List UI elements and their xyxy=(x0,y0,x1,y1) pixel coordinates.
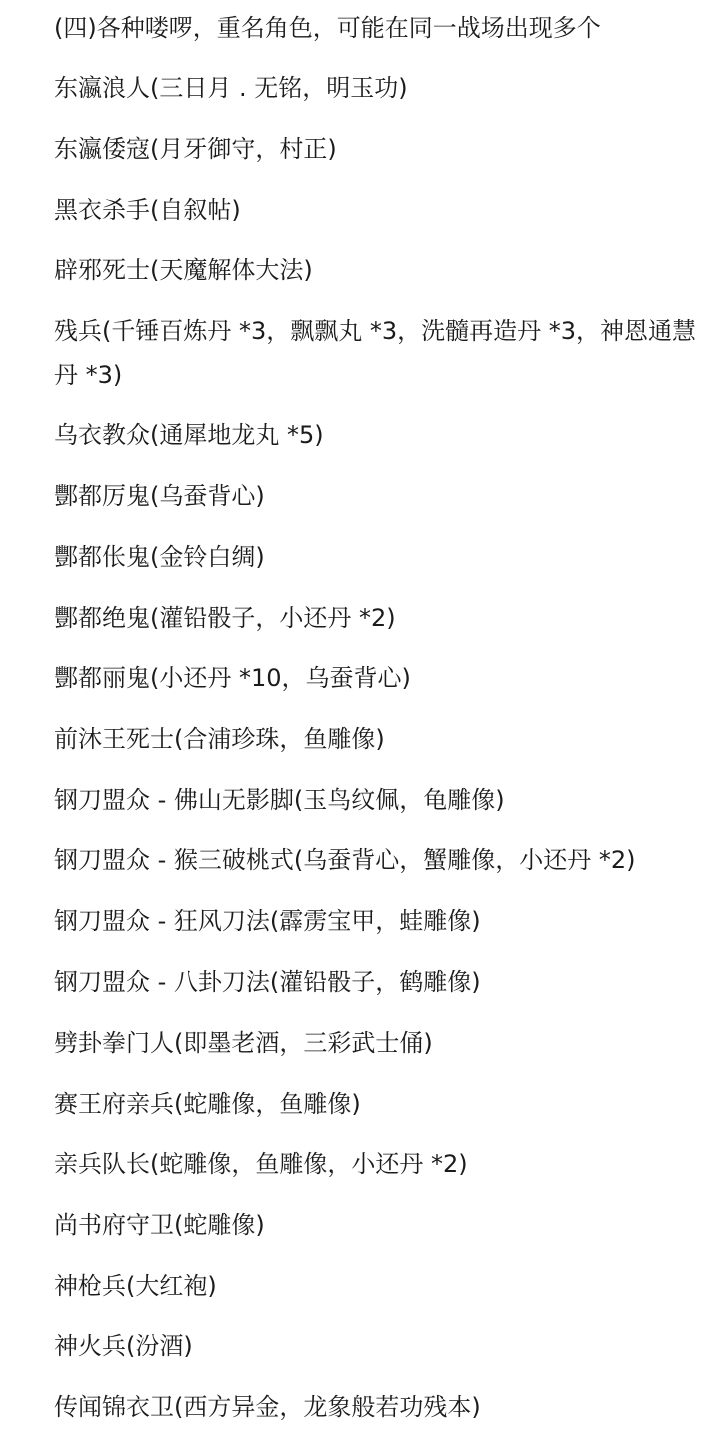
list-item: 酆都丽鬼(小还丹 *10，乌蚕背心) xyxy=(54,664,411,692)
list-item: 亲兵队长(蛇雕像，鱼雕像，小还丹 *2) xyxy=(54,1150,468,1178)
list-item: 钢刀盟众 - 猴三破桃式(乌蚕背心，蟹雕像，小还丹 *2) xyxy=(54,846,636,874)
list-item: 东瀛浪人(三日月 . 无铭，明玉功) xyxy=(54,74,408,102)
list-item: 劈卦拳门人(即墨老酒，三彩武士俑) xyxy=(54,1029,433,1057)
list-item: 酆都伥鬼(金铃白绸) xyxy=(54,543,265,571)
list-item: 残兵(千锤百炼丹 *3，飘飘丸 *3，洗髓再造丹 *3，神恩通慧丹 *3) xyxy=(54,317,697,389)
list-item: 钢刀盟众 - 狂风刀法(霹雳宝甲，蛙雕像) xyxy=(54,907,481,935)
list-item: 东瀛倭寇(月牙御守，村正) xyxy=(54,135,337,163)
list-item: 黑衣杀手(自叙帖) xyxy=(54,196,241,224)
list-item: 钢刀盟众 - 八卦刀法(灌铅骰子，鹤雕像) xyxy=(54,968,481,996)
list-item: 赛王府亲兵(蛇雕像，鱼雕像) xyxy=(54,1090,361,1118)
list-item: 神火兵(汾酒) xyxy=(54,1332,193,1360)
list-item: 辟邪死士(天魔解体大法) xyxy=(54,256,313,284)
section-heading: (四)各种喽啰，重名角色，可能在同一战场出现多个 xyxy=(54,14,601,42)
list-item: 神枪兵(大红袍) xyxy=(54,1272,217,1300)
list-item: 传闻锦衣卫(西方异金，龙象般若功残本) xyxy=(54,1393,481,1421)
list-item: 酆都厉鬼(乌蚕背心) xyxy=(54,482,265,510)
list-item: 尚书府守卫(蛇雕像) xyxy=(54,1211,265,1239)
list-item: 钢刀盟众 - 佛山无影脚(玉鸟纹佩，龟雕像) xyxy=(54,786,505,814)
list-item: 乌衣教众(通犀地龙丸 *5) xyxy=(54,421,324,449)
list-item: 酆都绝鬼(灌铅骰子，小还丹 *2) xyxy=(54,604,396,632)
list-item: 前沐王死士(合浦珍珠，鱼雕像) xyxy=(54,725,385,753)
